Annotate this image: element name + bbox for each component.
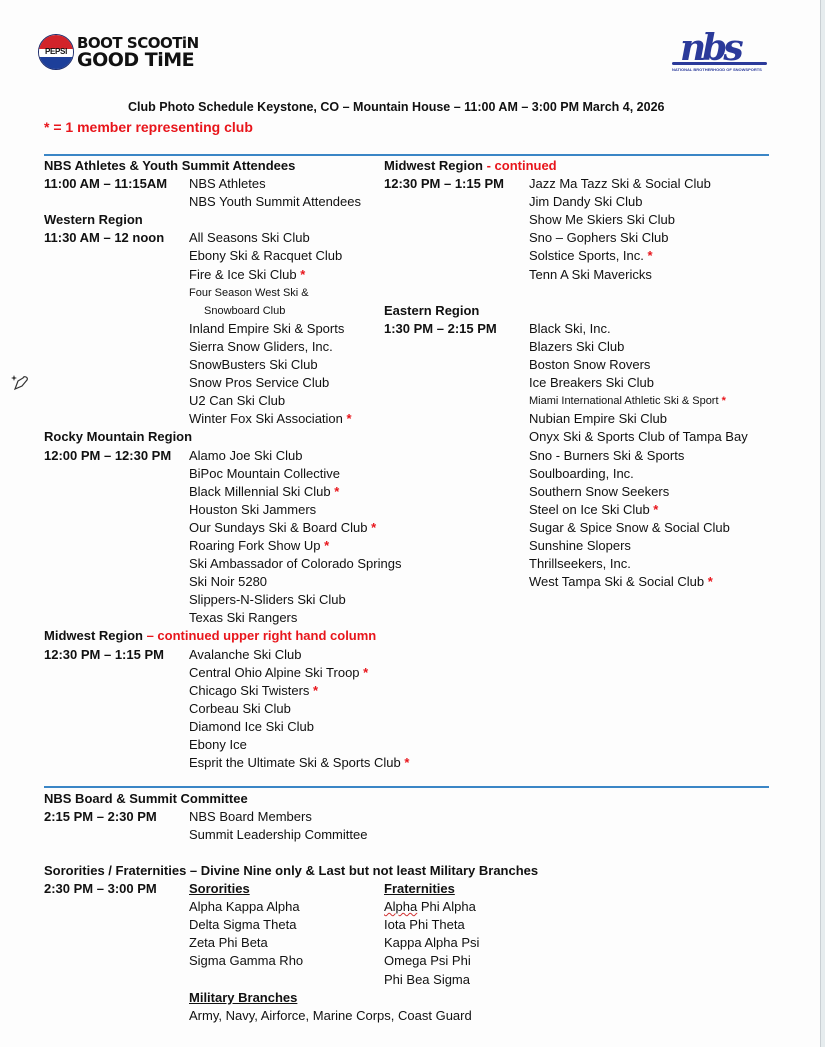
club-item <box>529 573 713 591</box>
star-marker: * <box>643 248 653 264</box>
club-name: Ski Noir 5280 <box>189 574 268 590</box>
club-name: Esprit the Ultimate Ski & Sports Club <box>189 755 401 771</box>
time-slot: 1:30 PM – 2:15 PM <box>384 320 497 336</box>
continued-note: – continued upper right hand column <box>146 628 377 644</box>
logo-line-1: BOOT SCOOTiN <box>77 34 199 52</box>
club-name: Slippers-N-Sliders Ski Club <box>189 592 346 608</box>
sorority-item: Zeta Phi Beta <box>189 935 268 951</box>
club-name: Thrillseekers, Inc. <box>529 556 631 572</box>
club-item <box>529 320 611 338</box>
club-name: Sierra Snow Gliders, Inc. <box>189 338 333 354</box>
club-name: Snow Pros Service Club <box>189 375 330 391</box>
club-name: Tenn A Ski Mavericks <box>529 266 652 282</box>
club-name: Chicago Ski Twisters <box>189 682 310 698</box>
logo-line-2: GOOD TiME <box>77 49 195 71</box>
club-item <box>189 229 310 247</box>
time-slot: 11:30 AM – 12 noon <box>44 230 165 246</box>
club-item <box>189 646 302 664</box>
club-item <box>189 356 318 374</box>
military-list: Army, Navy, Airforce, Marine Corps, Coast Guard <box>189 1007 472 1023</box>
club-name: Winter Fox Ski Association <box>189 411 343 427</box>
club-name: Black Millennial Ski Club <box>189 483 331 499</box>
club-name: Alamo Joe Ski Club <box>189 447 303 463</box>
star-marker: * <box>342 411 352 427</box>
section-heading: NBS Athletes & Youth Summit Attendees <box>44 158 296 173</box>
club-item <box>529 428 748 446</box>
club-item <box>189 302 285 320</box>
club-item <box>189 392 285 410</box>
club-item <box>529 483 669 501</box>
star-marker: * <box>330 483 340 499</box>
club-item <box>189 754 409 772</box>
club-name: Boston Snow Rovers <box>529 357 651 373</box>
window-edge <box>820 0 825 1047</box>
sorority-item: Alpha Kappa Alpha <box>189 899 300 915</box>
club-name: Fire & Ice Ski Club <box>189 266 297 282</box>
star-legend: * = 1 member representing club <box>44 119 253 135</box>
club-item <box>189 573 267 591</box>
club-name: Texas Ski Rangers <box>189 610 298 626</box>
club-name: Central Ohio Alpine Ski Troop <box>189 664 360 680</box>
club-item <box>529 447 684 465</box>
club-name: Miami International Athletic Ski & Sport <box>529 395 719 408</box>
star-marker: * <box>400 755 410 771</box>
club-item <box>529 175 711 193</box>
eastern-club-list <box>384 320 784 591</box>
club-name: Sunshine Slopers <box>529 537 631 553</box>
club-item <box>529 410 667 428</box>
club-name: Nubian Empire Ski Club <box>529 411 668 427</box>
rocky-club-list <box>44 447 402 628</box>
club-item <box>529 211 675 229</box>
fraternity-item: Iota Phi Theta <box>384 917 465 933</box>
club-name: Sno - Burners Ski & Sports <box>529 447 685 463</box>
continued-note: - continued <box>486 158 557 173</box>
club-item <box>529 537 631 555</box>
midwest-cont-club-list <box>384 175 784 284</box>
club-item <box>189 664 368 682</box>
club-name: BiPoc Mountain Collective <box>189 465 341 481</box>
list-item: NBS Athletes <box>189 176 266 192</box>
club-name: Ebony Ski & Racquet Club <box>189 248 343 264</box>
time-slot: 12:30 PM – 1:15 PM <box>44 646 164 662</box>
club-name: Inland Empire Ski & Sports <box>189 320 345 336</box>
club-item <box>189 519 376 537</box>
pepsi-logo-icon: PEPSI <box>38 34 74 70</box>
star-marker: * <box>309 682 319 698</box>
ai-rewrite-pen-icon[interactable] <box>10 373 30 393</box>
club-item <box>529 392 726 410</box>
club-name: Black Ski, Inc. <box>529 320 611 336</box>
club-name: Soulboarding, Inc. <box>529 465 634 481</box>
club-item <box>529 356 650 374</box>
time-slot: 12:30 PM – 1:15 PM <box>384 176 504 192</box>
club-name: Blazers Ski Club <box>529 338 625 354</box>
nbs-logo-mark: nbs <box>680 27 740 69</box>
fraternity-item: Phi Bea Sigma <box>384 971 470 987</box>
club-item <box>189 700 291 718</box>
nbs-logo-caption: NATIONAL BROTHERHOOD OF SNOWSPORTS <box>672 67 762 72</box>
club-name: Our Sundays Ski & Board Club <box>189 519 368 535</box>
club-item <box>529 247 653 265</box>
club-item <box>529 266 652 284</box>
club-name: Avalanche Ski Club <box>189 646 302 662</box>
section-heading: Rocky Mountain Region <box>44 429 193 445</box>
star-marker: * <box>718 395 726 408</box>
sorority-item: Sigma Gamma Rho <box>189 953 304 969</box>
club-item <box>189 736 247 754</box>
club-name: Jim Dandy Ski Club <box>529 194 643 210</box>
club-name: Jazz Ma Tazz Ski & Social Club <box>529 176 711 192</box>
section-divider <box>44 786 769 788</box>
star-marker: * <box>649 501 659 517</box>
star-marker: * <box>704 574 713 590</box>
club-item <box>529 338 624 356</box>
club-item <box>189 682 318 700</box>
club-name: Onyx Ski & Sports Club of Tampa Bay <box>529 429 748 445</box>
club-item <box>529 501 658 519</box>
club-name: SnowBusters Ski Club <box>189 357 318 373</box>
star-marker: * <box>367 519 377 535</box>
time-slot: 12:00 PM – 12:30 PM <box>44 447 172 463</box>
club-item <box>189 718 314 736</box>
time-slot: 11:00 AM – 11:15AM <box>44 176 168 192</box>
western-club-list <box>44 229 374 428</box>
fraternity-item: Omega Psi Phi <box>384 953 471 969</box>
club-name: Southern Snow Seekers <box>529 483 670 499</box>
greek-section <box>44 862 764 1025</box>
sorority-item: Delta Sigma Theta <box>189 917 297 933</box>
club-name: U2 Can Ski Club <box>189 393 286 409</box>
club-name: Steel on Ice Ski Club <box>529 501 650 517</box>
star-marker: * <box>296 266 306 282</box>
section-heading: Eastern Region <box>384 302 480 318</box>
club-item <box>529 374 654 392</box>
left-column <box>44 157 410 772</box>
club-name: Ski Ambassador of Colorado Springs <box>189 556 402 572</box>
club-name: Roaring Fork Show Up <box>189 537 321 553</box>
club-item <box>189 609 297 627</box>
club-item <box>529 519 730 537</box>
star-marker: * <box>359 664 369 680</box>
list-item: NBS Youth Summit Attendees <box>189 194 361 210</box>
club-name: Snowboard Club <box>204 304 286 317</box>
fraternity-item: Kappa Alpha Psi <box>384 935 480 951</box>
fraternity-item: Alpha Phi Alpha <box>384 899 476 915</box>
club-name: Ebony Ice <box>189 737 247 752</box>
club-item <box>189 266 305 284</box>
club-item <box>529 465 634 483</box>
club-item <box>189 247 342 265</box>
club-name: Diamond Ice Ski Club <box>189 718 314 734</box>
board-section <box>44 790 544 844</box>
club-name: Show Me Skiers Ski Club <box>529 212 675 228</box>
club-name: Houston Ski Jammers <box>189 501 317 517</box>
time-slot: 2:15 PM – 2:30 PM <box>44 809 157 825</box>
section-heading: Midwest Region - continued <box>384 158 557 173</box>
club-item <box>189 410 352 428</box>
sororities-label: Sororities <box>189 881 250 897</box>
club-item <box>189 537 329 555</box>
military-label: Military Branches <box>189 989 298 1005</box>
boot-scootin-logo <box>38 34 199 70</box>
fraternities-label: Fraternities <box>384 881 455 897</box>
club-item <box>189 447 302 465</box>
club-name: Four Season West Ski & <box>189 286 309 299</box>
club-item <box>529 229 668 247</box>
club-item <box>529 193 642 211</box>
club-item <box>189 483 339 501</box>
section-heading: Western Region <box>44 212 143 228</box>
club-item <box>189 338 333 356</box>
page-title: Club Photo Schedule Keystone, CO – Mountain House – 11:00 AM – 3:00 PM March 4, 2026 <box>128 100 665 114</box>
club-item <box>189 591 346 609</box>
nbs-logo <box>672 27 767 72</box>
club-item <box>189 465 340 483</box>
club-item <box>189 374 329 392</box>
time-slot: 2:30 PM – 3:00 PM <box>44 881 157 897</box>
section-divider <box>44 154 769 156</box>
club-item <box>529 555 631 573</box>
spellcheck-word[interactable]: Alpha <box>384 899 418 915</box>
club-name: Ice Breakers Ski Club <box>529 375 654 391</box>
club-item <box>189 501 316 519</box>
club-item <box>189 320 344 338</box>
club-item <box>189 284 309 302</box>
section-heading: NBS Board & Summit Committee <box>44 791 248 806</box>
list-item: NBS Board Members <box>189 809 312 825</box>
club-name: Solstice Sports, Inc. <box>529 248 644 264</box>
club-name: All Seasons Ski Club <box>189 230 310 246</box>
list-item: Summit Leadership Committee <box>189 827 368 843</box>
club-name: West Tampa Ski & Social Club <box>529 574 705 590</box>
star-marker: * <box>320 537 330 553</box>
club-name: Sno – Gophers Ski Club <box>529 230 669 246</box>
section-heading: Sororities / Fraternities – Divine Nine only & Last but not least Military Branches <box>44 863 539 878</box>
right-column <box>384 157 784 591</box>
club-item <box>189 555 401 573</box>
club-name: Sugar & Spice Snow & Social Club <box>529 519 730 535</box>
midwest-club-list <box>44 646 410 773</box>
club-name: Corbeau Ski Club <box>189 700 291 716</box>
section-heading: Midwest Region – continued upper right hand column <box>44 628 377 644</box>
